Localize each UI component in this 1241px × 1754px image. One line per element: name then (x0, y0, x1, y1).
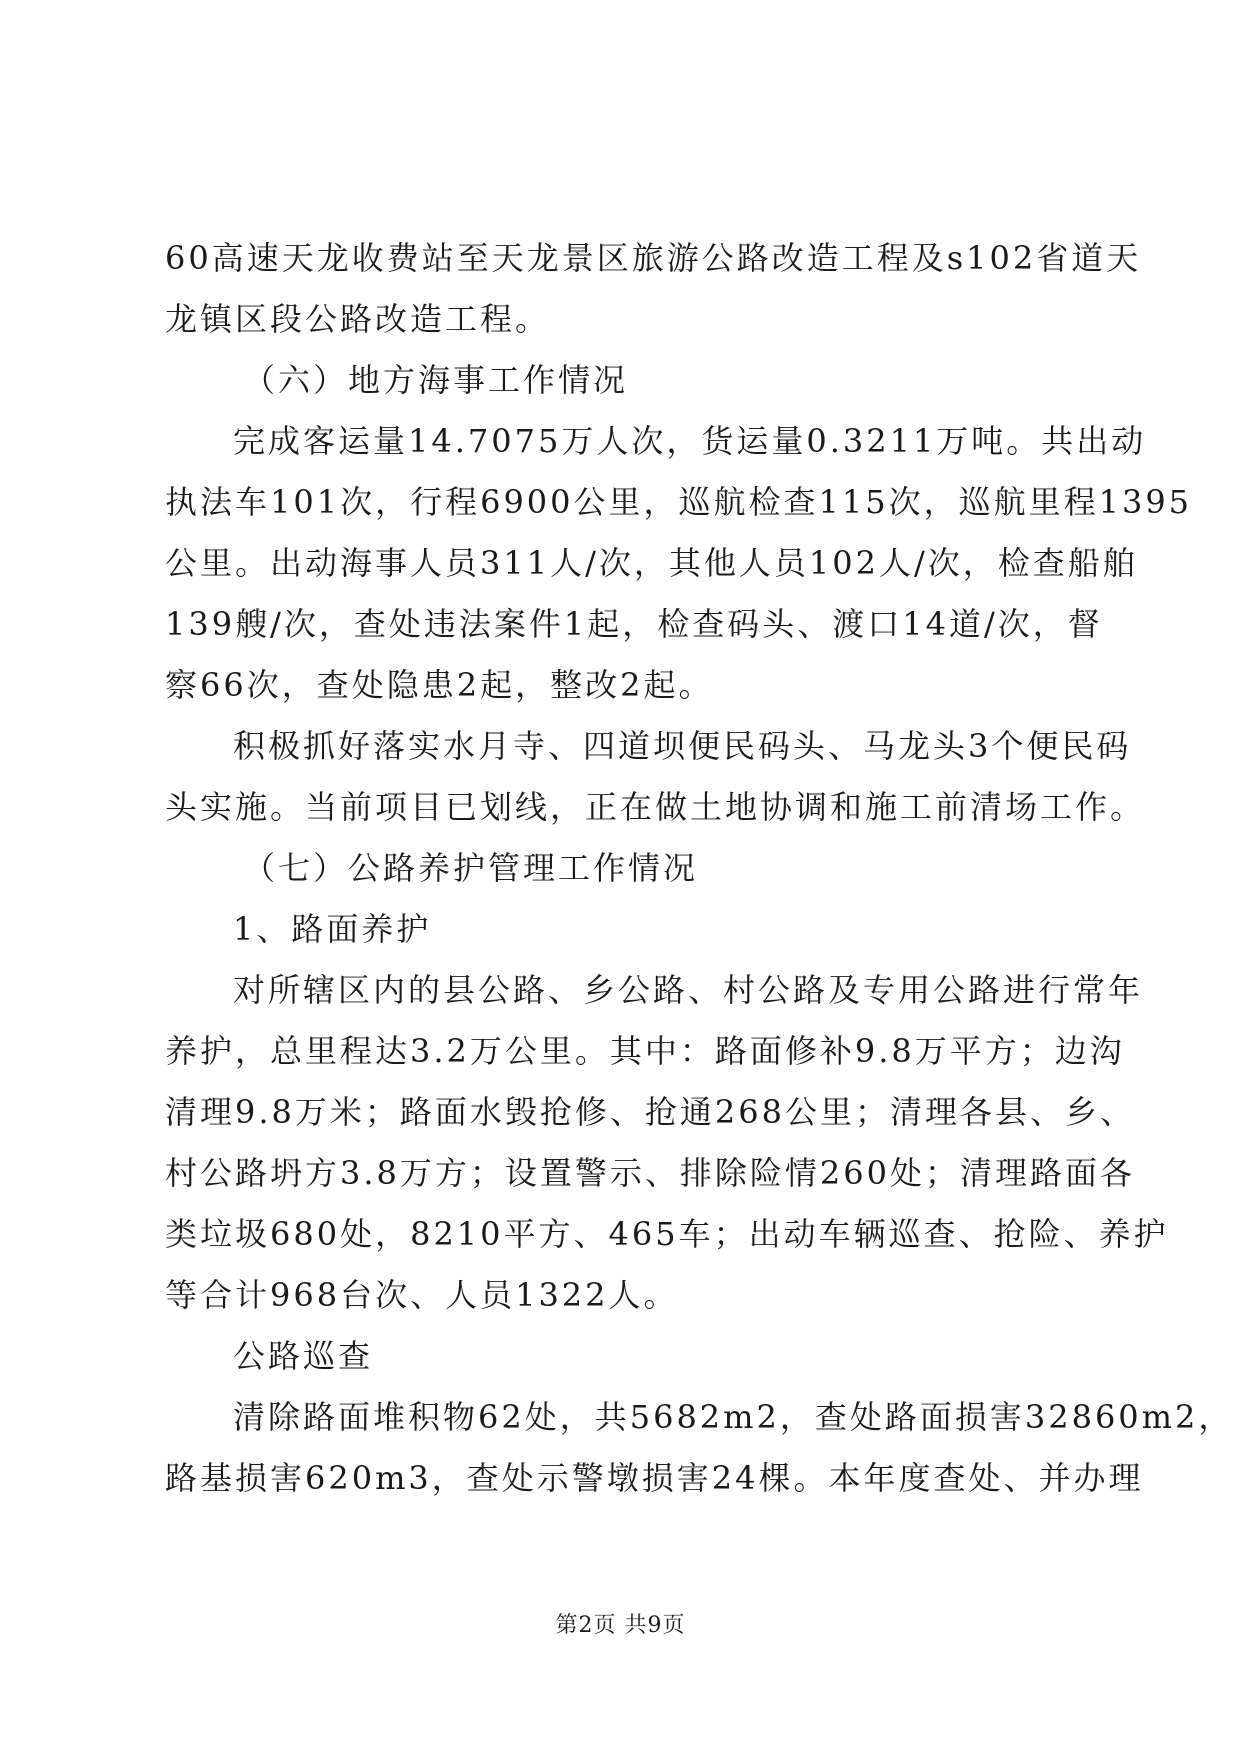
text-line: 执法车101次，行程6900公里，巡航检查115次，巡航里程1395 (165, 483, 1193, 521)
paragraph-start: 对所辖区内的县公路、乡公路、村公路及专用公路进行常年 (233, 971, 1144, 1009)
text-line: 清理9.8万米；路面水毁抢修、抢通268公里；清理各县、乡、 (165, 1093, 1135, 1131)
paragraph-start: 完成客运量14.7075万人次，货运量0.3211万吨。共出动 (233, 422, 1147, 460)
page-number-footer: 第2页 共9页 (555, 1613, 686, 1638)
text-line: 60高速天龙收费站至天龙景区旅游公路改造工程及s102省道天 (165, 239, 1142, 277)
document-body (165, 228, 1234, 1509)
paragraph-start: 积极抓好落实水月寺、四道坝便民码头、马龙头3个便民码 (233, 727, 1132, 765)
paragraph-start: 清除路面堆积物62处，共5682m2，查处路面损害32860m2， (233, 1398, 1234, 1436)
subsection-heading: 1、路面养护 (233, 910, 432, 948)
text-line: 养护，总里程达3.2万公里。其中：路面修补9.8万平方；边沟 (165, 1032, 1125, 1070)
text-line: 公里。出动海事人员311人/次，其他人员102人/次，检查船舶 (165, 544, 1138, 582)
text-line: 路基损害620m3，查处示警墩损害24棵。本年度查处、并办理 (165, 1459, 1144, 1497)
text-line: 类垃圾680处，8210平方、465车；出动车辆巡查、抢险、养护 (165, 1215, 1169, 1253)
text-line: 龙镇区段公路改造工程。 (165, 300, 551, 338)
text-line: 村公路坍方3.8万方；设置警示、排除险情260处；清理路面各 (165, 1154, 1135, 1192)
subsection-heading: 公路巡查 (233, 1337, 374, 1375)
text-line: 头实施。当前项目已划线，正在做土地协调和施工前清场工作。 (165, 788, 1146, 826)
text-line: 139艘/次，查处违法案件1起，检查码头、渡口14道/次，督 (165, 605, 1103, 643)
text-line: 察66次，查处隐患2起，整改2起。 (165, 666, 714, 704)
text-line: 等合计968台次、人员1322人。 (165, 1276, 679, 1314)
section-heading: （七）公路养护管理工作情况 (243, 849, 699, 887)
section-heading: （六）地方海事工作情况 (243, 361, 629, 399)
